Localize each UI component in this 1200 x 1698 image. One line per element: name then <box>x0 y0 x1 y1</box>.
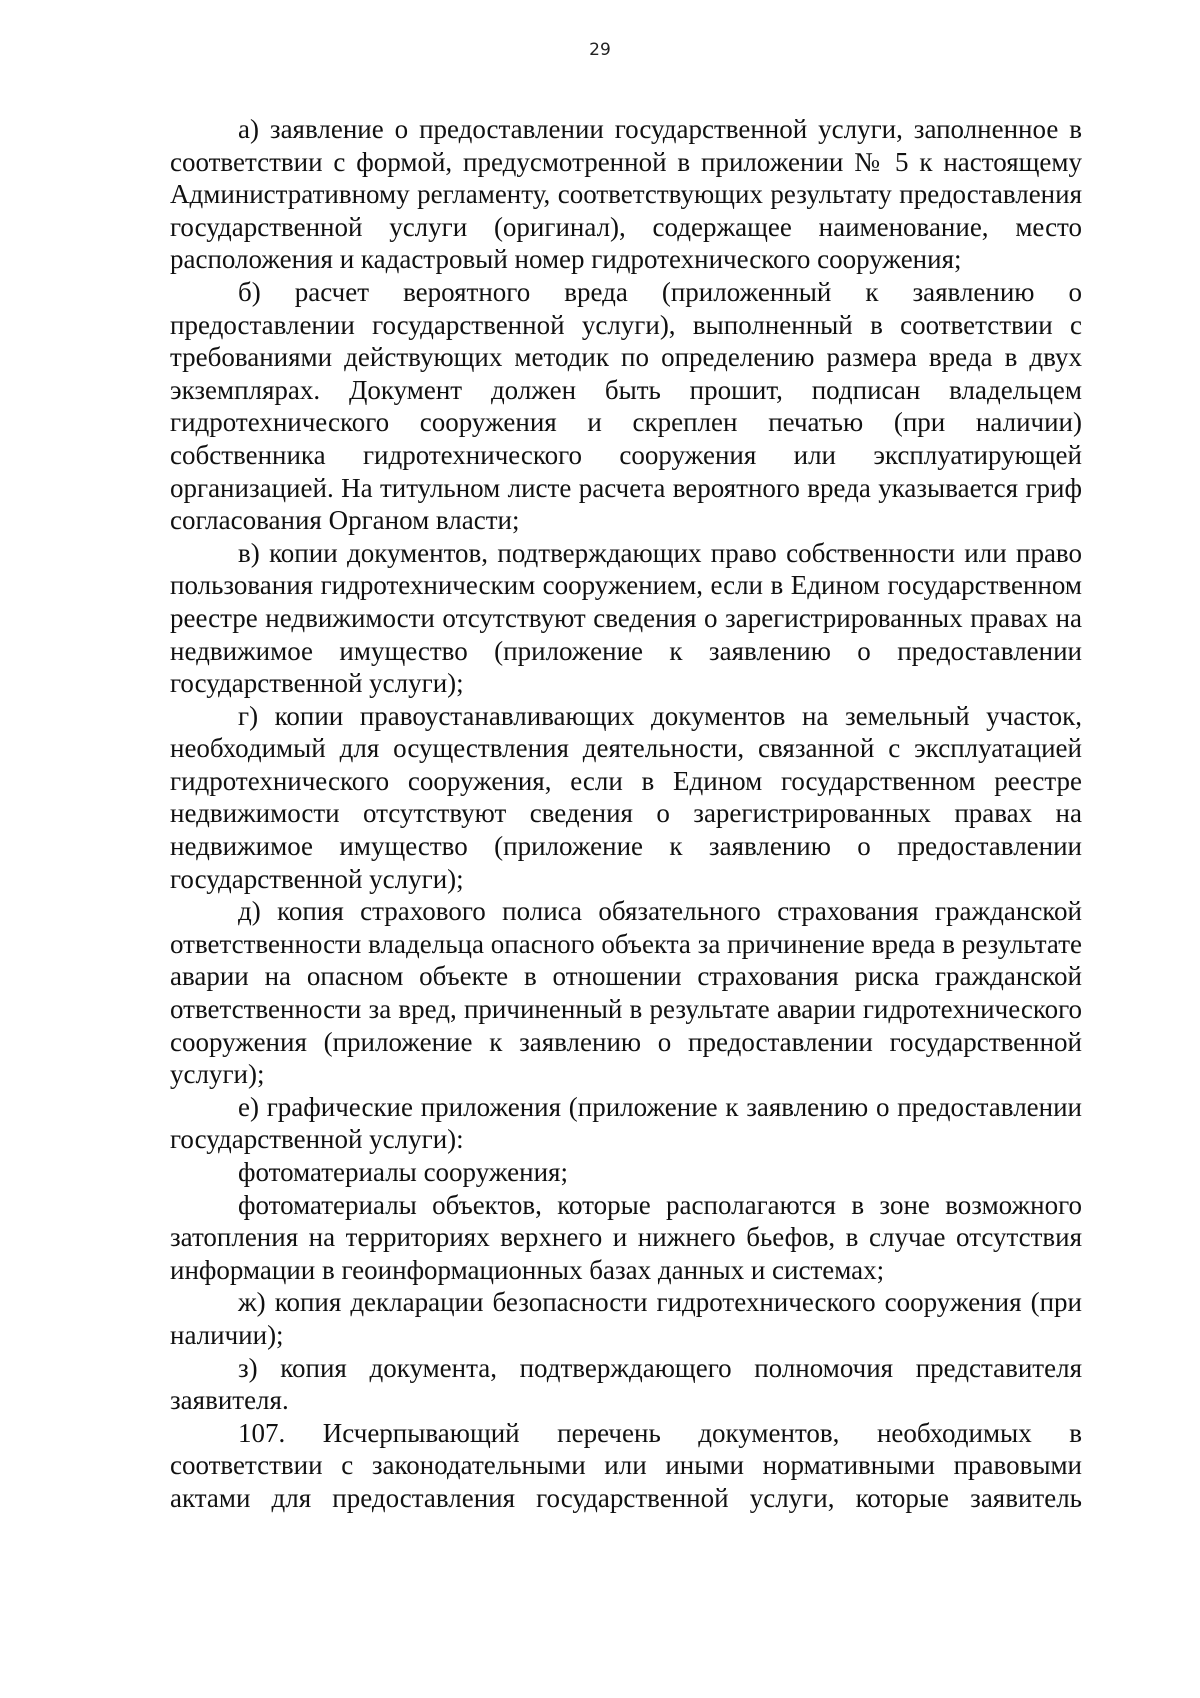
paragraph-item-z: з) копия документа, подтверждающего полномочия представителя заявителя. <box>170 1352 1082 1416</box>
paragraph-photo-structure: фотоматериалы сооружения; <box>238 1157 568 1187</box>
paragraph-item-d: д) копия страхового полиса обязательного страхования гражданской ответственности владельца опасного объекта за причинение вреда в результате аварии на опасном объекте в отношении страхования риска гражданской ответственности за вред, причиненный в результате аварии гидротехнического сооружения (приложение к заявлению о предоставлении государственной услуги); <box>170 896 1082 1090</box>
paragraph-item-zh: ж) копия декларации безопасности гидротехнического сооружения (при наличии); <box>170 1287 1082 1350</box>
paragraph-item-e: е) графические приложения (приложение к заявлению о предоставлении государственной услуги): <box>170 1091 1082 1155</box>
paragraph-item-a: а) заявление о предоставлении государственной услуги, заполненное в соответствии с формой, предусмотренной в приложении № 5 к настоящему Административному регламенту, соответствующих результату предоставления государственной услуги (оригинал), содержащее наименование, место расположения и кадастровый номер гидротехнического сооружения; <box>170 114 1082 275</box>
paragraph-item-g: г) копии правоустанавливающих документов на земельный участок, необходимый для осуществления деятельности, связанной с эксплуатацией гидротехнического сооружения, если в Едином государственном реестре недвижимости отсутствуют сведения о зарегистрированных правах на недвижимое имущество (приложение к заявлению о предоставлении государственной услуги); <box>170 700 1082 894</box>
page-number: 29 <box>589 40 611 60</box>
document-body <box>170 113 1082 1515</box>
paragraph-item-v: в) копии документов, подтверждающих право собственности или право пользования гидротехническим сооружением, если в Едином государственном реестре недвижимости отсутствуют сведения о зарегистрированных правах на недвижимое имущество (приложение к заявлению о предоставлении государственной услуги); <box>170 537 1082 699</box>
paragraph-item-b: б) расчет вероятного вреда (приложенный к заявлению о предоставлении государственной услуги), выполненный в соответствии с требованиями действующих методик по определению размера вреда в двух экземплярах. Документ должен быть прошит, подписан владельцем гидротехнического сооружения и скреплен печатью (при наличии) собственника гидротехнического сооружения или эксплуатирующей организацией. На титульном листе расчета вероятного вреда указывается гриф согласования Органом власти; <box>170 276 1082 536</box>
paragraph-photo-objects: фотоматериалы объектов, которые располагаются в зоне возможного затопления на территориях верхнего и нижнего бьефов, в случае отсутствия информации в геоинформационных базах данных и системах; <box>170 1189 1082 1285</box>
paragraph-107: 107. Исчерпывающий перечень документов, необходимых в соответствии с законодательными или иными нормативными правовыми актами для предоставления государственной услуги, которые заявитель <box>170 1417 1082 1513</box>
